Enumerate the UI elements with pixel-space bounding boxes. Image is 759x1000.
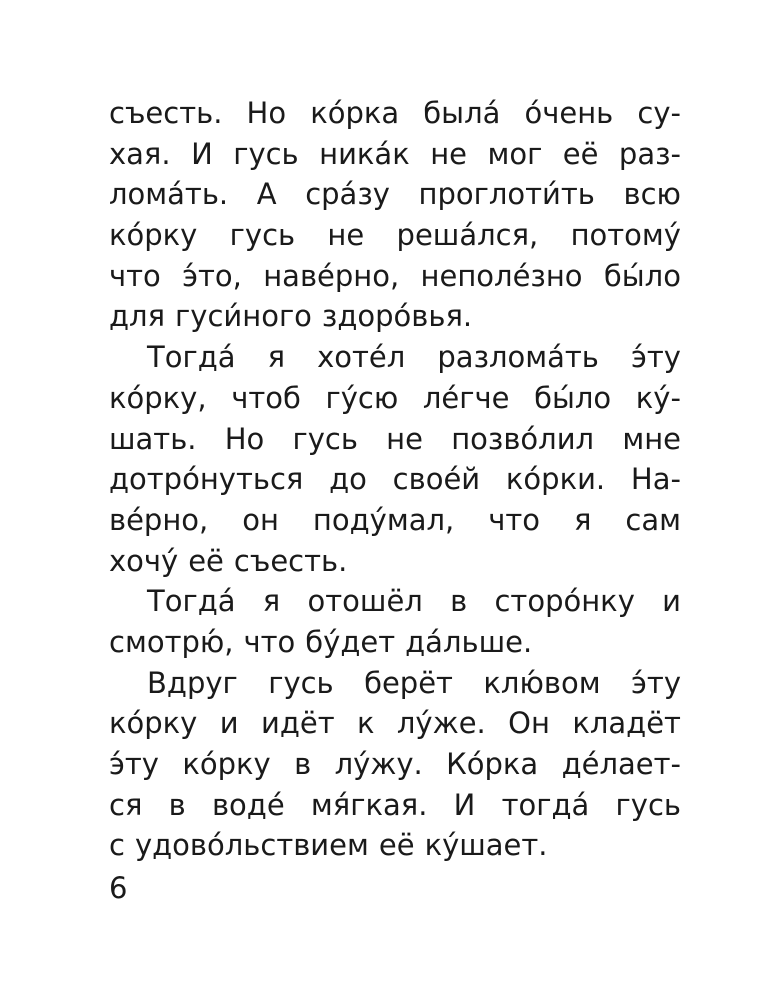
word: кладёт xyxy=(572,706,681,741)
word: мя́гкая. xyxy=(310,787,428,822)
word: лу́же. xyxy=(396,706,486,741)
word: позво́лил xyxy=(451,421,595,456)
paragraph xyxy=(109,337,681,581)
word: не xyxy=(327,218,365,253)
word: в xyxy=(294,747,312,781)
word: сра́зу xyxy=(305,177,390,212)
text-line xyxy=(109,622,681,663)
word: в xyxy=(168,787,186,822)
text-line xyxy=(109,785,681,826)
word: свое́й xyxy=(392,462,481,497)
word: бы́ло xyxy=(603,258,681,293)
word: её xyxy=(562,136,599,171)
word: А xyxy=(256,177,277,212)
word: И xyxy=(191,136,213,171)
word: ко́рка xyxy=(310,96,400,130)
text-line xyxy=(109,337,681,378)
word: ле́гче xyxy=(422,380,510,415)
text-line xyxy=(109,500,681,541)
word: всю xyxy=(623,177,681,212)
word: я xyxy=(573,502,592,537)
word: её xyxy=(188,543,224,578)
word: ку́- xyxy=(635,380,681,415)
word: Но xyxy=(246,96,287,130)
text-line xyxy=(109,215,681,256)
word: удово́льствием xyxy=(134,828,369,863)
page-number: 6 xyxy=(109,871,128,905)
word: сторо́нку xyxy=(494,584,635,619)
text-line xyxy=(109,174,681,215)
text-line xyxy=(109,459,681,500)
word: Тогда́ xyxy=(147,584,236,619)
word: что xyxy=(109,258,161,293)
word: гусь xyxy=(233,136,299,171)
word: Но xyxy=(224,421,265,456)
word: берёт xyxy=(364,665,453,700)
word: лома́ть. xyxy=(109,177,229,212)
word: сам xyxy=(625,502,681,537)
word: я xyxy=(262,584,281,619)
word: ко́рку xyxy=(182,747,271,781)
word: в xyxy=(450,584,468,619)
word: хочу́ xyxy=(109,543,179,578)
word: де́лает- xyxy=(561,747,681,781)
word: проглоти́ть xyxy=(418,177,595,212)
word: клю́вом xyxy=(483,665,601,700)
word: ко́рки. xyxy=(505,462,606,497)
word: наве́рно, xyxy=(263,258,400,293)
word: да́льше. xyxy=(405,624,533,659)
word: смотрю́, xyxy=(109,624,234,659)
text-line xyxy=(109,663,681,704)
text-line xyxy=(109,419,681,460)
word: мог xyxy=(487,136,543,171)
text-line xyxy=(109,296,681,337)
word: дотро́нуться xyxy=(109,462,304,497)
word: Он xyxy=(508,706,550,741)
word: он xyxy=(242,502,279,537)
text-line xyxy=(109,378,681,419)
word: воде́ xyxy=(211,787,285,822)
word: идёт xyxy=(260,706,335,741)
text-line xyxy=(109,825,681,866)
word: лу́жу. xyxy=(334,747,423,781)
word: гу́сю xyxy=(325,380,399,415)
paragraph xyxy=(109,581,681,662)
word: реша́лся, xyxy=(396,218,539,253)
paragraph xyxy=(109,93,681,337)
word: раз- xyxy=(618,136,681,171)
word: поду́мал, xyxy=(312,502,455,537)
text-line xyxy=(109,256,681,297)
word: не xyxy=(386,421,423,456)
word: ся xyxy=(109,787,143,822)
word: гусь xyxy=(615,787,681,822)
word: ко́рку, xyxy=(109,380,207,415)
text-line xyxy=(109,134,681,175)
word: э́ту xyxy=(630,340,681,375)
word: ко́рку xyxy=(109,706,198,741)
word: бы́ло xyxy=(534,380,612,415)
book-page-text xyxy=(109,93,681,866)
word: ника́к xyxy=(319,136,410,171)
text-line xyxy=(109,744,681,785)
word: ко́рку xyxy=(109,218,198,253)
text-line xyxy=(109,581,681,622)
word: мне xyxy=(622,421,681,456)
word: и xyxy=(662,584,681,619)
word: разлома́ть xyxy=(437,340,599,375)
word: не xyxy=(430,136,467,171)
word: хоте́л xyxy=(317,340,406,375)
word: э́ту xyxy=(631,665,681,700)
word: Вдруг xyxy=(147,665,238,700)
word: Тогда́ xyxy=(147,340,236,375)
word: я xyxy=(267,340,286,375)
text-line xyxy=(109,703,681,744)
word: э́то, xyxy=(182,258,242,293)
word: для xyxy=(109,299,166,334)
word: и xyxy=(219,706,239,741)
word: отошёл xyxy=(307,584,423,619)
word: бу́дет xyxy=(305,624,396,659)
word: су- xyxy=(637,96,681,130)
word: потому́ xyxy=(570,218,681,253)
word: съесть. xyxy=(109,96,223,130)
word: что xyxy=(488,502,540,537)
word: И xyxy=(453,787,476,822)
text-line xyxy=(109,93,681,134)
word: о́чень xyxy=(524,96,614,130)
word: э́ту xyxy=(109,747,159,781)
word: её xyxy=(378,828,415,863)
word: здоро́вья. xyxy=(321,299,473,334)
word: ве́рно, xyxy=(109,502,209,537)
word: неполе́зно xyxy=(420,258,583,293)
word: была́ xyxy=(423,96,501,130)
paragraph xyxy=(109,663,681,866)
word: гусь xyxy=(268,665,334,700)
word: к xyxy=(356,706,375,741)
word: гусь xyxy=(292,421,358,456)
word: Ко́рка xyxy=(446,747,539,781)
word: гусь xyxy=(229,218,296,253)
word: до xyxy=(329,462,367,497)
word: с xyxy=(109,828,125,863)
word: съесть. xyxy=(233,543,348,578)
word: ку́шает. xyxy=(424,828,548,863)
word: шать. xyxy=(109,421,197,456)
text-line xyxy=(109,541,681,582)
word: На- xyxy=(630,462,681,497)
word: что xyxy=(243,624,296,659)
word: чтоб xyxy=(231,380,301,415)
word: тогда́ xyxy=(501,787,590,822)
word: хая. xyxy=(109,136,171,171)
word: гуси́ного xyxy=(175,299,312,334)
